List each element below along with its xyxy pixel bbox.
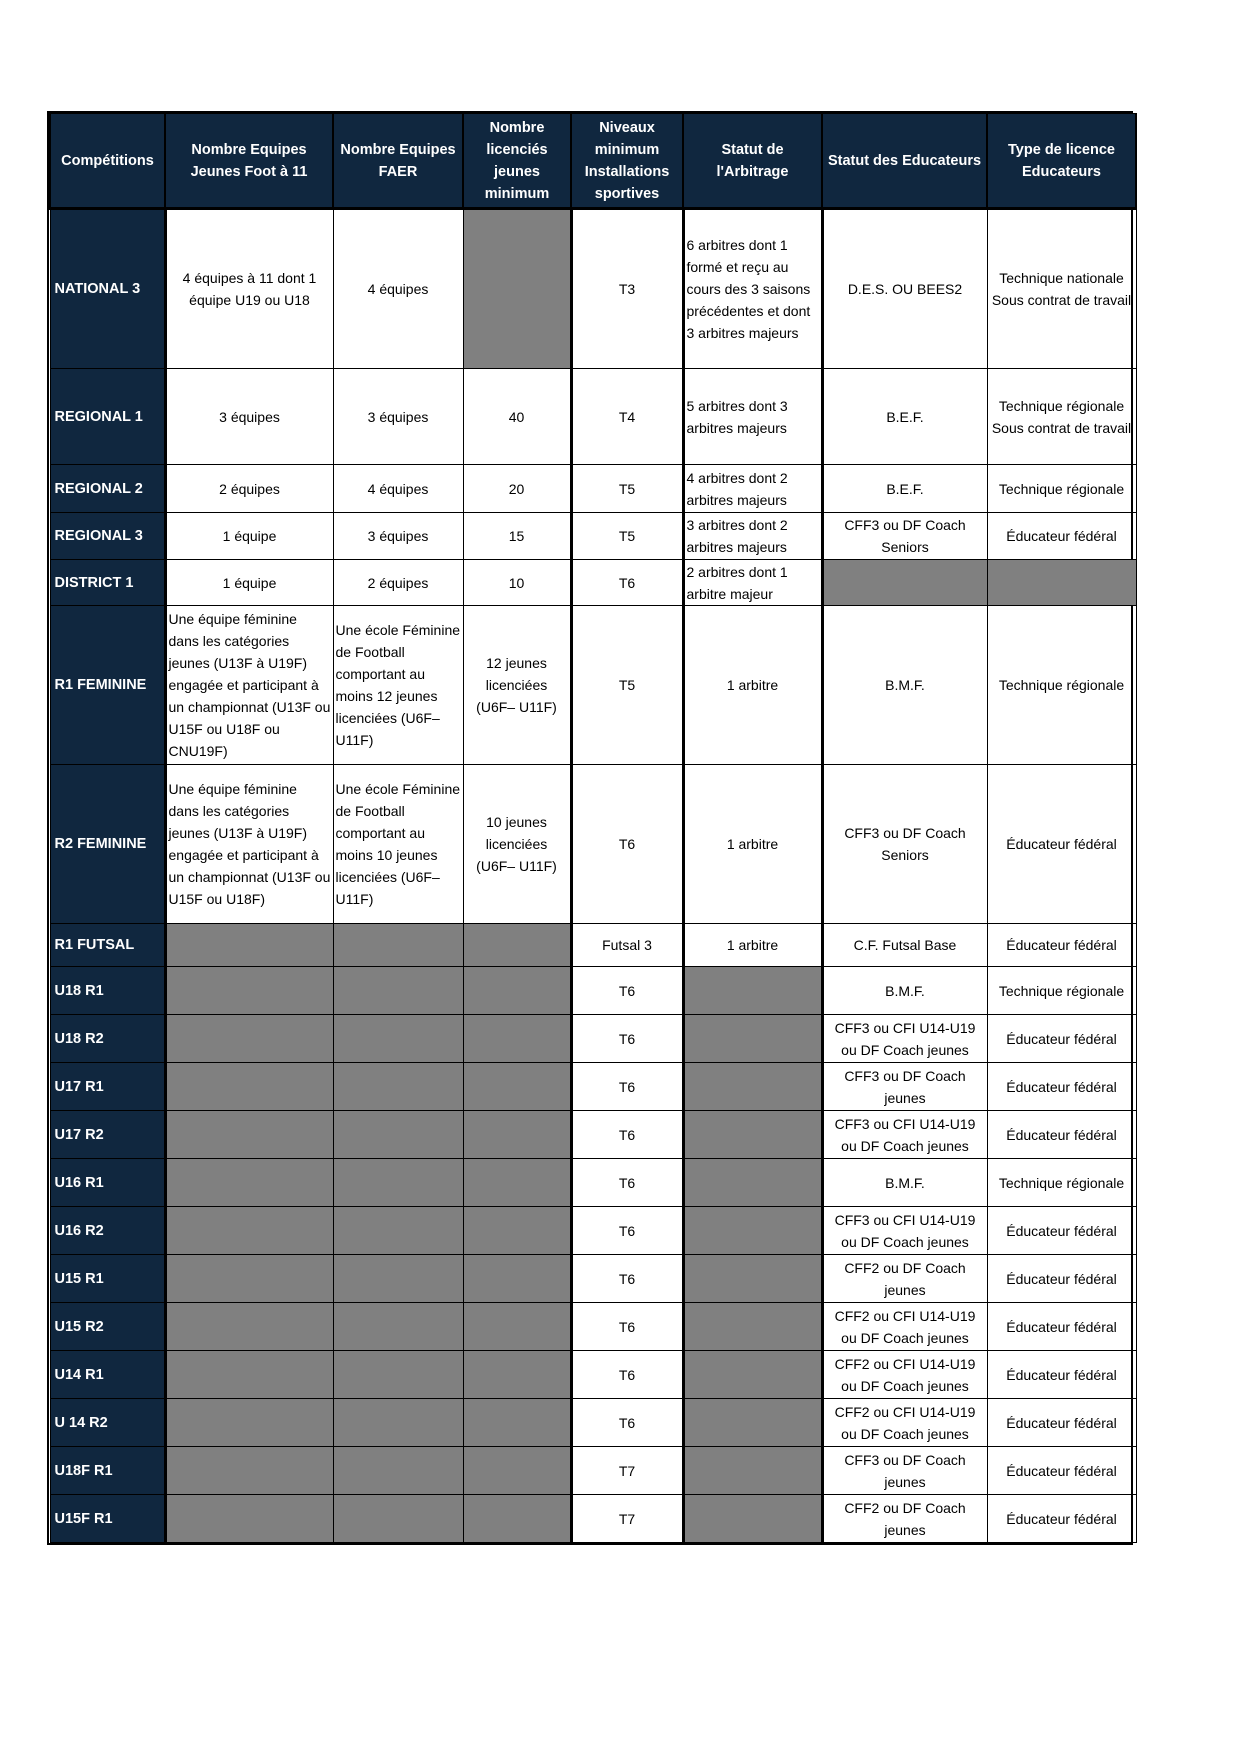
equipes-foot11-cell: Une équipe féminine dans les catégories jeunes (U13F à U19F) engagée et participant à un championnat (U13F ou U15F ou U18F ou CNU19F)	[165, 606, 333, 765]
equipes-foot11-cell: 4 équipes à 11 dont 1 équipe U19 ou U18	[165, 209, 333, 369]
competition-cell: U14 R1	[50, 1351, 165, 1399]
arbitrage-cell: 2 arbitres dont 1 arbitre majeur	[683, 560, 822, 606]
arbitrage-cell	[683, 967, 822, 1015]
table-row	[50, 1111, 1136, 1159]
educateurs-cell: CFF3 ou DF Coach jeunes	[822, 1063, 987, 1111]
arbitrage-cell	[683, 1399, 822, 1447]
header-equipes-faer: Nombre Equipes FAER	[333, 114, 463, 209]
installations-cell: T5	[571, 465, 683, 513]
licencies-cell	[463, 924, 571, 967]
table-row	[50, 513, 1136, 560]
table-row	[50, 765, 1136, 924]
equipes-faer-cell: 3 équipes	[333, 369, 463, 465]
equipes-foot11-cell	[165, 1111, 333, 1159]
table-row	[50, 1159, 1136, 1207]
table-row	[50, 1447, 1136, 1495]
arbitrage-cell	[683, 1159, 822, 1207]
equipes-faer-cell	[333, 1351, 463, 1399]
educateurs-cell: CFF3 ou CFI U14-U19 ou DF Coach jeunes	[822, 1015, 987, 1063]
equipes-faer-cell	[333, 1255, 463, 1303]
licencies-cell	[463, 1063, 571, 1111]
licencies-cell	[463, 209, 571, 369]
table-row	[50, 924, 1136, 967]
competition-cell: U16 R2	[50, 1207, 165, 1255]
licencies-cell	[463, 1351, 571, 1399]
table-row	[50, 1303, 1136, 1351]
equipes-foot11-cell: 1 équipe	[165, 513, 333, 560]
licencies-cell: 10 jeunes licenciées (U6F– U11F)	[463, 765, 571, 924]
competition-cell: U18 R1	[50, 967, 165, 1015]
arbitrage-cell: 1 arbitre	[683, 606, 822, 765]
licencies-cell: 12 jeunes licenciées (U6F– U11F)	[463, 606, 571, 765]
licencies-cell	[463, 1495, 571, 1543]
header-competitions: Compétitions	[50, 114, 165, 209]
educateurs-cell: C.F. Futsal Base	[822, 924, 987, 967]
installations-cell: T6	[571, 1063, 683, 1111]
educateurs-cell	[822, 560, 987, 606]
licence-cell: Éducateur fédéral	[987, 1111, 1136, 1159]
licencies-cell	[463, 1111, 571, 1159]
licence-cell: Éducateur fédéral	[987, 765, 1136, 924]
installations-cell: T6	[571, 1207, 683, 1255]
equipes-foot11-cell	[165, 1207, 333, 1255]
equipes-foot11-cell	[165, 1447, 333, 1495]
equipes-foot11-cell	[165, 924, 333, 967]
table-row	[50, 560, 1136, 606]
table-row	[50, 967, 1136, 1015]
table-row	[50, 1207, 1136, 1255]
licence-cell: Éducateur fédéral	[987, 1255, 1136, 1303]
licence-cell: Technique régionale Sous contrat de travail	[987, 369, 1136, 465]
header-licence: Type de licence Educateurs	[987, 114, 1136, 209]
arbitrage-cell: 1 arbitre	[683, 924, 822, 967]
competition-cell: REGIONAL 3	[50, 513, 165, 560]
competition-cell: R1 FUTSAL	[50, 924, 165, 967]
arbitrage-cell: 1 arbitre	[683, 765, 822, 924]
equipes-faer-cell: Une école Féminine de Football comportant au moins 12 jeunes licenciées (U6F–U11F)	[333, 606, 463, 765]
licencies-cell: 15	[463, 513, 571, 560]
header-installations: Niveaux minimum Installations sportives	[571, 114, 683, 209]
educateurs-cell: B.M.F.	[822, 1159, 987, 1207]
licencies-cell	[463, 967, 571, 1015]
licencies-cell	[463, 1255, 571, 1303]
header-arbitrage: Statut de l'Arbitrage	[683, 114, 822, 209]
installations-cell: T6	[571, 1399, 683, 1447]
installations-cell: Futsal 3	[571, 924, 683, 967]
table-row	[50, 1399, 1136, 1447]
licence-cell: Éducateur fédéral	[987, 1495, 1136, 1543]
arbitrage-cell	[683, 1207, 822, 1255]
table-row	[50, 1063, 1136, 1111]
licence-cell: Éducateur fédéral	[987, 1015, 1136, 1063]
licence-cell: Éducateur fédéral	[987, 1351, 1136, 1399]
competition-cell: U15 R2	[50, 1303, 165, 1351]
educateurs-cell: CFF3 ou DF Coach jeunes	[822, 1447, 987, 1495]
table-row	[50, 606, 1136, 765]
competition-cell: U16 R1	[50, 1159, 165, 1207]
installations-cell: T6	[571, 1111, 683, 1159]
equipes-faer-cell	[333, 1399, 463, 1447]
equipes-foot11-cell: 3 équipes	[165, 369, 333, 465]
installations-cell: T6	[571, 967, 683, 1015]
licencies-cell	[463, 1015, 571, 1063]
licencies-cell	[463, 1399, 571, 1447]
table-row	[50, 1015, 1136, 1063]
educateurs-cell: CFF3 ou CFI U14-U19 ou DF Coach jeunes	[822, 1111, 987, 1159]
installations-cell: T6	[571, 1255, 683, 1303]
equipes-foot11-cell: Une équipe féminine dans les catégories jeunes (U13F à U19F) engagée et participant à un championnat (U13F ou U15F ou U18F)	[165, 765, 333, 924]
licencies-cell	[463, 1207, 571, 1255]
arbitrage-cell	[683, 1303, 822, 1351]
educateurs-cell: B.E.F.	[822, 369, 987, 465]
equipes-faer-cell	[333, 924, 463, 967]
equipes-foot11-cell	[165, 1351, 333, 1399]
licence-cell: Technique régionale	[987, 1159, 1136, 1207]
educateurs-cell: CFF2 ou CFI U14-U19 ou DF Coach jeunes	[822, 1399, 987, 1447]
educateurs-cell: CFF3 ou DF Coach Seniors	[822, 765, 987, 924]
installations-cell: T6	[571, 1159, 683, 1207]
competition-cell: DISTRICT 1	[50, 560, 165, 606]
installations-cell: T6	[571, 765, 683, 924]
equipes-foot11-cell	[165, 1255, 333, 1303]
arbitrage-cell	[683, 1495, 822, 1543]
competition-cell: U17 R2	[50, 1111, 165, 1159]
equipes-faer-cell: 3 équipes	[333, 513, 463, 560]
equipes-faer-cell	[333, 1495, 463, 1543]
licence-cell: Technique régionale	[987, 967, 1136, 1015]
competition-cell: R2 FEMININE	[50, 765, 165, 924]
competition-cell: U15 R1	[50, 1255, 165, 1303]
licencies-cell	[463, 1159, 571, 1207]
educateurs-cell: B.M.F.	[822, 606, 987, 765]
licencies-cell: 40	[463, 369, 571, 465]
equipes-faer-cell	[333, 1111, 463, 1159]
equipes-foot11-cell	[165, 1015, 333, 1063]
equipes-foot11-cell	[165, 1159, 333, 1207]
competition-cell: U18 R2	[50, 1015, 165, 1063]
competition-cell: REGIONAL 2	[50, 465, 165, 513]
competition-cell: U17 R1	[50, 1063, 165, 1111]
competition-cell: R1 FEMININE	[50, 606, 165, 765]
arbitrage-cell: 5 arbitres dont 3 arbitres majeurs	[683, 369, 822, 465]
installations-cell: T3	[571, 209, 683, 369]
arbitrage-cell	[683, 1255, 822, 1303]
header-licencies: Nombre licenciés jeunes minimum	[463, 114, 571, 209]
table-row	[50, 1351, 1136, 1399]
educateurs-cell: CFF3 ou DF Coach Seniors	[822, 513, 987, 560]
equipes-foot11-cell	[165, 1495, 333, 1543]
equipes-foot11-cell	[165, 1063, 333, 1111]
table-header-row	[50, 114, 1136, 209]
equipes-foot11-cell: 1 équipe	[165, 560, 333, 606]
requirements-table	[47, 111, 1133, 1545]
licence-cell: Éducateur fédéral	[987, 1447, 1136, 1495]
licence-cell: Éducateur fédéral	[987, 1063, 1136, 1111]
installations-cell: T5	[571, 606, 683, 765]
arbitrage-cell	[683, 1351, 822, 1399]
installations-cell: T5	[571, 513, 683, 560]
equipes-foot11-cell	[165, 967, 333, 1015]
equipes-faer-cell: 2 équipes	[333, 560, 463, 606]
installations-cell: T6	[571, 1303, 683, 1351]
arbitrage-cell	[683, 1447, 822, 1495]
licencies-cell: 10	[463, 560, 571, 606]
header-equipes-foot11: Nombre Equipes Jeunes Foot à 11	[165, 114, 333, 209]
educateurs-cell: CFF3 ou CFI U14-U19 ou DF Coach jeunes	[822, 1207, 987, 1255]
equipes-faer-cell: Une école Féminine de Football comportant au moins 10 jeunes licenciées (U6F–U11F)	[333, 765, 463, 924]
equipes-faer-cell: 4 équipes	[333, 465, 463, 513]
licence-cell: Technique nationale Sous contrat de travail	[987, 209, 1136, 369]
educateurs-cell: CFF2 ou DF Coach jeunes	[822, 1255, 987, 1303]
educateurs-cell: D.E.S. OU BEES2	[822, 209, 987, 369]
equipes-faer-cell	[333, 1015, 463, 1063]
licencies-cell	[463, 1447, 571, 1495]
arbitrage-cell	[683, 1063, 822, 1111]
licence-cell: Technique régionale	[987, 465, 1136, 513]
equipes-faer-cell	[333, 1303, 463, 1351]
equipes-faer-cell	[333, 967, 463, 1015]
equipes-faer-cell	[333, 1207, 463, 1255]
competition-cell: REGIONAL 1	[50, 369, 165, 465]
competition-cell: U 14 R2	[50, 1399, 165, 1447]
educateurs-cell: B.M.F.	[822, 967, 987, 1015]
installations-cell: T6	[571, 560, 683, 606]
licence-cell: Éducateur fédéral	[987, 1399, 1136, 1447]
arbitrage-cell	[683, 1015, 822, 1063]
table-row	[50, 1255, 1136, 1303]
licence-cell: Éducateur fédéral	[987, 1207, 1136, 1255]
equipes-foot11-cell	[165, 1303, 333, 1351]
installations-cell: T7	[571, 1495, 683, 1543]
table-row	[50, 369, 1136, 465]
table-row	[50, 209, 1136, 369]
equipes-faer-cell: 4 équipes	[333, 209, 463, 369]
arbitrage-cell: 6 arbitres dont 1 formé et reçu au cours des 3 saisons précédentes et dont 3 arbitres majeurs	[683, 209, 822, 369]
installations-cell: T6	[571, 1015, 683, 1063]
educateurs-cell: CFF2 ou CFI U14-U19 ou DF Coach jeunes	[822, 1303, 987, 1351]
equipes-faer-cell	[333, 1063, 463, 1111]
installations-cell: T7	[571, 1447, 683, 1495]
equipes-foot11-cell	[165, 1399, 333, 1447]
licence-cell: Éducateur fédéral	[987, 513, 1136, 560]
licence-cell: Éducateur fédéral	[987, 924, 1136, 967]
table-row	[50, 465, 1136, 513]
table-row	[50, 1495, 1136, 1543]
arbitrage-cell	[683, 1111, 822, 1159]
competition-cell: NATIONAL 3	[50, 209, 165, 369]
educateurs-cell: CFF2 ou DF Coach jeunes	[822, 1495, 987, 1543]
licence-cell: Technique régionale	[987, 606, 1136, 765]
educateurs-cell: B.E.F.	[822, 465, 987, 513]
licence-cell	[987, 560, 1136, 606]
competition-cell: U15F R1	[50, 1495, 165, 1543]
competition-cell: U18F R1	[50, 1447, 165, 1495]
licencies-cell	[463, 1303, 571, 1351]
equipes-faer-cell	[333, 1447, 463, 1495]
equipes-faer-cell	[333, 1159, 463, 1207]
licence-cell: Éducateur fédéral	[987, 1303, 1136, 1351]
header-educateurs: Statut des Educateurs	[822, 114, 987, 209]
equipes-foot11-cell: 2 équipes	[165, 465, 333, 513]
licencies-cell: 20	[463, 465, 571, 513]
installations-cell: T6	[571, 1351, 683, 1399]
installations-cell: T4	[571, 369, 683, 465]
educateurs-cell: CFF2 ou CFI U14-U19 ou DF Coach jeunes	[822, 1351, 987, 1399]
arbitrage-cell: 4 arbitres dont 2 arbitres majeurs	[683, 465, 822, 513]
arbitrage-cell: 3 arbitres dont 2 arbitres majeurs	[683, 513, 822, 560]
